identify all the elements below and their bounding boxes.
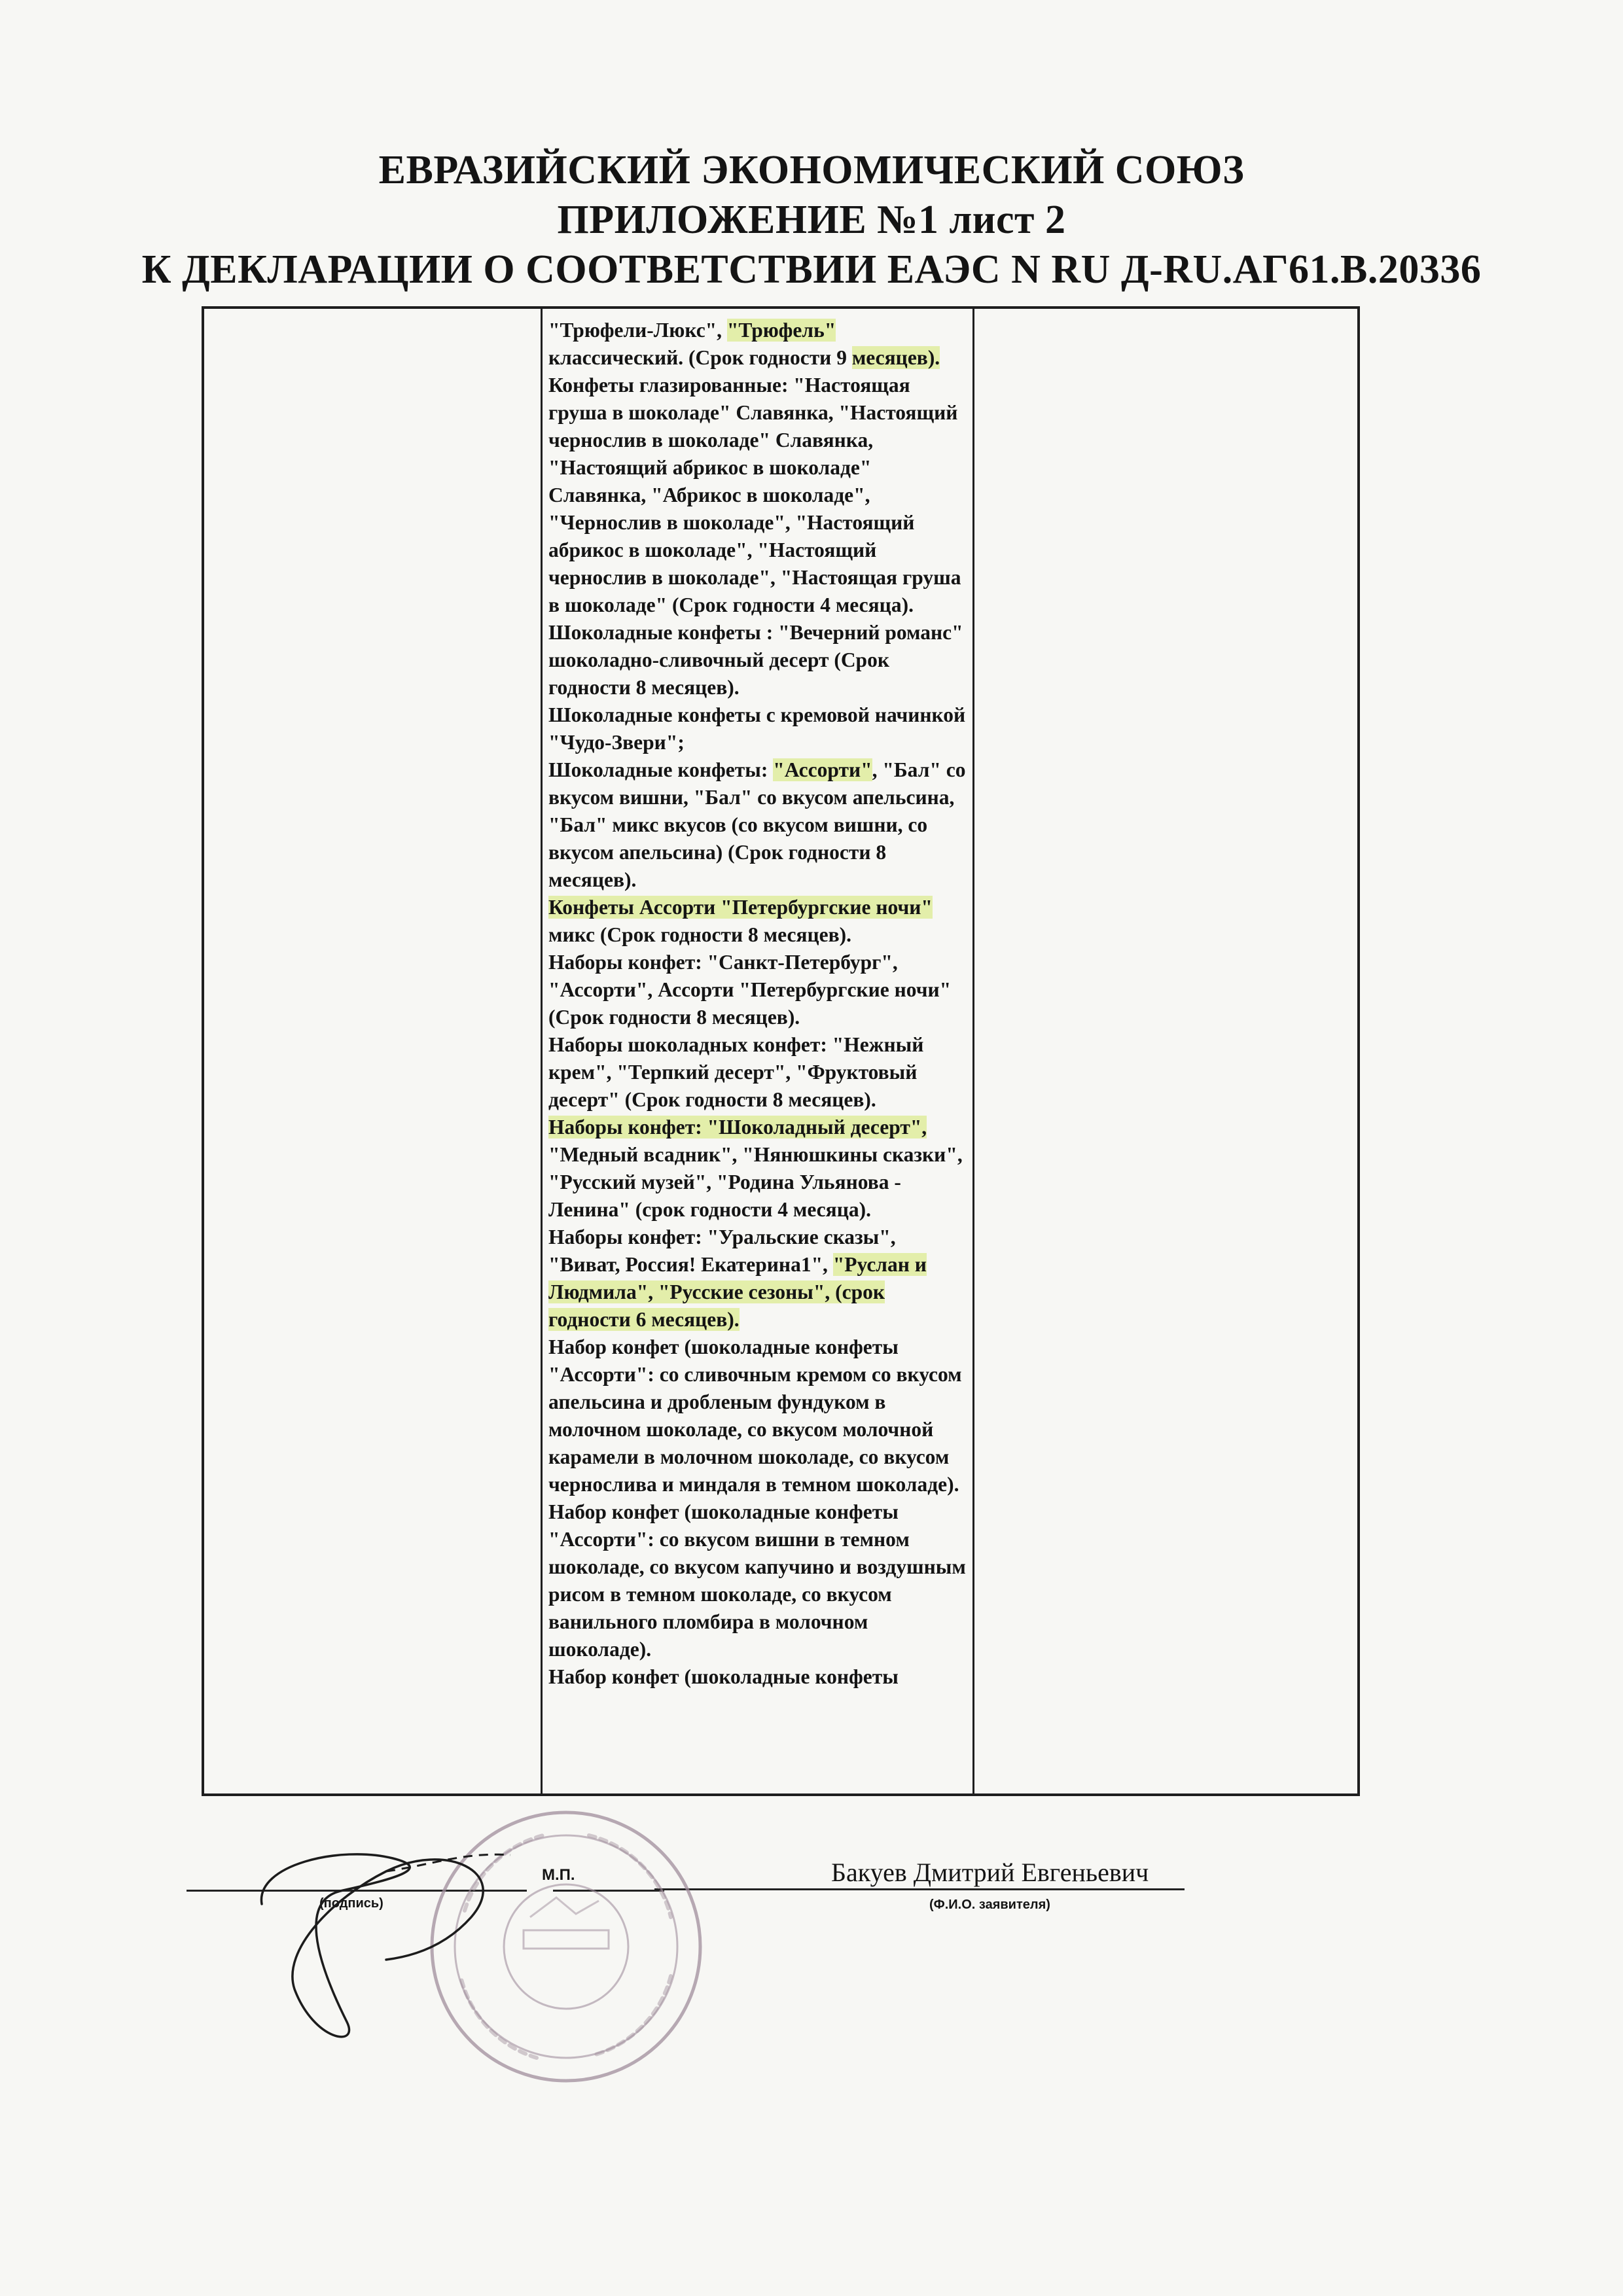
- header-union-title: ЕВРАЗИЙСКИЙ ЭКОНОМИЧЕСКИЙ СОЮЗ: [378, 148, 1245, 192]
- product-entry-8: Наборы шоколадных конфет: "Нежный крем", "Терпкий десерт", "Фруктовый десерт" (Срок годности 8 месяцев).: [548, 1033, 924, 1111]
- product-entry-4: Шоколадные конфеты с кремовой начинкой "Чудо-Звери";: [548, 703, 966, 754]
- product-entry-1: "Трюфели-Люкс", "Трюфель" классический. (Срок годности 9 месяцев).: [548, 319, 940, 369]
- product-entry-9: Наборы конфет: "Шоколадный десерт", "Медный всадник", "Нянюшкины сказки", "Русский музей", "Родина Ульянова - Ленина" (срок годности 4 месяца).: [548, 1116, 963, 1221]
- product-entry-6: Конфеты Ассорти "Петербургские ночи" микс (Срок годности 8 месяцев).: [548, 896, 933, 946]
- document-header: [0, 145, 1623, 294]
- product-entry-5: Шоколадные конфеты: "Ассорти", "Бал" со вкусом вишни, "Бал" со вкусом апельсина, "Бал" микс вкусов (со вкусом вишни, со вкусом апельсина) (Срок годности 8 месяцев).: [548, 758, 966, 891]
- product-entry-11: Набор конфет (шоколадные конфеты "Ассорти": со сливочным кремом со вкусом апельсина и дробленым фундуком в молочном шоколаде, со вкусом молочной карамели в молочном шоколаде, со вкусом чернослива и миндаля в темном шоколаде).: [548, 1335, 962, 1496]
- column-divider-left: [541, 309, 543, 1793]
- header-appendix-title: ПРИЛОЖЕНИЕ №1 лист 2: [557, 198, 1066, 242]
- handwritten-signature: [236, 1826, 537, 2061]
- product-entry-13: Набор конфет (шоколадные конфеты: [548, 1665, 899, 1688]
- product-entry-12: Набор конфет (шоколадные конфеты "Ассорти": со вкусом вишни в темном шоколаде, со вкусом капучино и воздушным рисом в темном шоколаде, со вкусом ванильного пломбира в молочном шоколаде).: [548, 1500, 966, 1661]
- product-entry-3: Шоколадные конфеты : "Вечерний романс" шоколадно-сливочный десерт (Срок годности 8 месяцев).: [548, 621, 963, 699]
- product-entry-2: Конфеты глазированные: "Настоящая груша в шоколаде" Славянка, "Настоящий чернослив в шоколаде" Славянка, "Настоящий абрикос в шоколаде" Славянка, "Абрикос в шоколаде", "Чернослив в шоколаде", "Настоящий абрикос в шоколаде", "Настоящий чернослив в шоколаде", "Настоящая груша в шоколаде" (Срок годности 4 месяца).: [548, 374, 961, 616]
- signature-block: [0, 1806, 1623, 2133]
- products-table: [202, 306, 1360, 1796]
- applicant-name-line: [654, 1888, 1185, 1890]
- column-divider-right: [972, 309, 974, 1793]
- applicant-name: Бакуев Дмитрий Евгеньевич: [831, 1858, 1149, 1887]
- product-entry-10: Наборы конфет: "Уральские сказы", "Виват, Россия! Екатерина1", "Руслан и Людмила", "Русские сезоны", (срок годности 6 месяцев).: [548, 1226, 927, 1331]
- signature-caption: (подпись): [319, 1896, 383, 1911]
- product-list-column: [548, 317, 967, 1691]
- product-entry-7: Наборы конфет: "Санкт-Петербург", "Ассорти", Ассорти "Петербургские ночи"(Срок годности 8 месяцев).: [548, 951, 952, 1029]
- applicant-caption: (Ф.И.О. заявителя): [929, 1898, 1050, 1912]
- header-declaration-title: К ДЕКЛАРАЦИИ О СООТВЕТСТВИИ ЕАЭС N RU Д-RU.АГ61.В.20336: [141, 247, 1482, 292]
- seal-caption: М.П.: [542, 1866, 575, 1884]
